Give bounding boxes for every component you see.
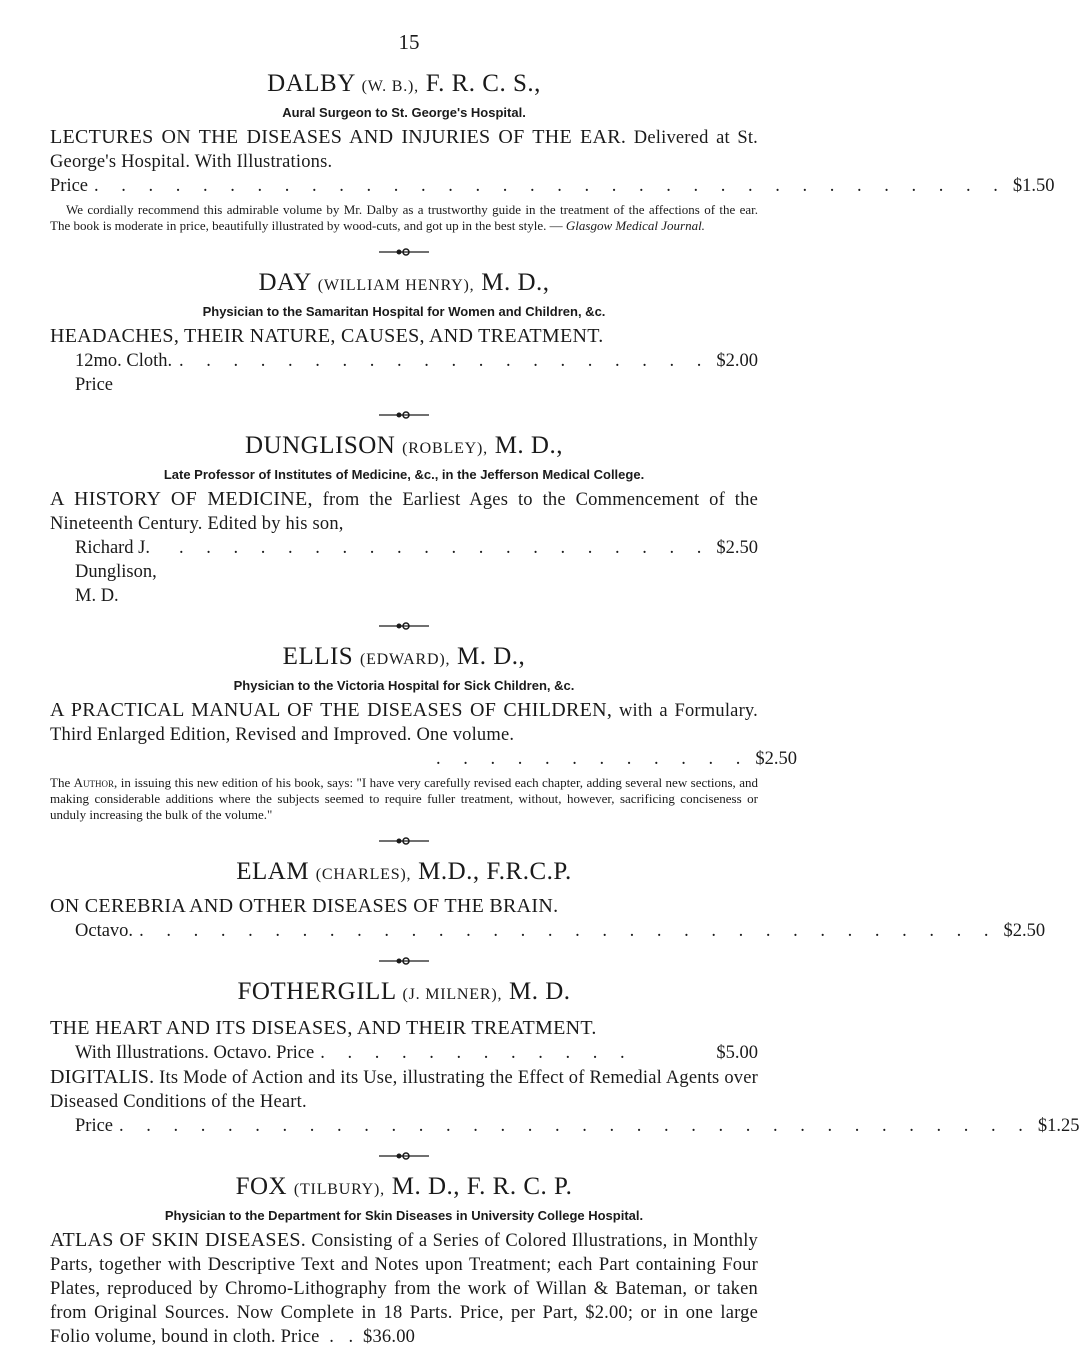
book-description xyxy=(50,894,758,919)
price-value: $2.50 xyxy=(1003,921,1046,941)
author-heading xyxy=(50,642,758,675)
book-description xyxy=(50,324,758,349)
ornamental-divider xyxy=(379,837,429,845)
catalogue-entry-ellis xyxy=(50,642,797,823)
author-initials: (ROBLEY), xyxy=(402,440,488,457)
author-affiliation: Physician to the Victoria Hospital for Sick Children, &c. xyxy=(233,678,575,693)
book-description xyxy=(50,1016,758,1041)
review-quote xyxy=(50,775,758,823)
review-lead: The xyxy=(50,775,71,790)
author-heading xyxy=(50,977,758,1010)
price-line xyxy=(50,919,1046,943)
price-value: $2.00 xyxy=(716,351,758,371)
book-title: A PRACTICAL MANUAL OF THE DISEASES OF CHILDREN, xyxy=(50,699,613,721)
dot-leader: . . . . . . . . . . . . . . . . . . . . xyxy=(179,538,711,558)
book-description xyxy=(50,1228,758,1349)
author-surname: ELLIS xyxy=(282,643,354,670)
book-details: from the Earliest Ages to the Commencement of the Nineteenth Century. Edited by his son, xyxy=(50,490,758,534)
ornamental-divider xyxy=(379,248,429,256)
ornamental-divider xyxy=(379,1152,429,1160)
price-value: $1.50 xyxy=(1012,176,1055,196)
ornamental-divider xyxy=(379,411,429,419)
author-surname: DUNGLISON xyxy=(245,432,396,459)
book-details: With Illustrations. Octavo. Price xyxy=(75,1043,315,1063)
book-title-2: DIGITALIS. xyxy=(50,1066,155,1088)
book-details: Consisting of a Series of Colored Illustrations, in Monthly Parts, together with Descriptive Text and Notes upon Treatment; each Part containing Four Plates, reproduced by Chromo-Lithography from the work of Willan & Bateman, or taken from Original Sources. Now Complete in 18 Parts. Price, per Part, $2.00; or in one large Folio volume, bound in cloth. Price xyxy=(50,1231,758,1347)
price-line xyxy=(50,747,797,771)
review-text: in issuing this new edition of his book, says: "I have very carefully revised each chapter, adding several new sections, and making considerable additions where the subjects seemed to require fuller treatment, without, however, sacrificing conciseness or unduly increasing the bulk of the volume." xyxy=(50,775,758,822)
book-details: with a Formulary. Third Enlarged Edition, Revised and Improved. One volume. xyxy=(50,701,759,745)
price-line xyxy=(50,536,758,608)
price-value: $36.00 xyxy=(363,1327,416,1347)
book-title: THE HEART AND ITS DISEASES, AND THEIR TREATMENT. xyxy=(50,1017,597,1039)
price-label-2: Price xyxy=(75,1116,114,1136)
price-value: $2.50 xyxy=(755,749,797,769)
catalogue-entry-fothergill xyxy=(50,977,1080,1138)
price-label: Price xyxy=(50,176,89,196)
author-degrees: M. D., xyxy=(457,643,526,670)
author-heading xyxy=(50,431,758,464)
author-surname: FOTHERGILL xyxy=(237,978,396,1005)
dot-leader: . . . . . . . . . . . . . . . . . . . . . . . . . . . . . . . . . . xyxy=(94,176,1007,196)
book-details: Octavo. xyxy=(75,921,134,941)
book-details-2: Its Mode of Action and its Use, illustrating the Effect of Remedial Agents over Diseased Conditions of the Heart. xyxy=(50,1068,758,1112)
price-value-2: $1.25 xyxy=(1037,1116,1080,1136)
dot-leader: . . . . . . . . . . . . . . . . . . . . . . . . . . . . . . . . xyxy=(139,921,998,941)
author-affiliation: Physician to the Samaritan Hospital for Women and Children, &c. xyxy=(202,304,606,319)
author-surname: ELAM xyxy=(236,858,310,885)
author-initials: (J. MILNER), xyxy=(402,986,503,1003)
review-source: Glasgow Medical Journal. xyxy=(565,218,705,233)
price-value: $5.00 xyxy=(716,1043,758,1063)
page-number: 15 xyxy=(398,30,420,54)
author-degrees: F. R. C. S., xyxy=(425,70,541,97)
author-degrees: M.D., F.R.C.P. xyxy=(418,858,572,885)
author-initials: (WILLIAM HENRY), xyxy=(317,277,475,294)
dot-leader: . . . . . . . . . . . . xyxy=(436,749,750,769)
author-initials: (TILBURY), xyxy=(293,1181,385,1198)
dot-leader: . . xyxy=(324,1327,359,1347)
author-degrees: M. D. xyxy=(509,978,571,1005)
author-heading xyxy=(50,1172,758,1205)
dot-leader: . . . . . . . . . . . . . . . . . . . . xyxy=(179,351,711,371)
book-title: LECTURES ON THE DISEASES AND INJURIES OF THE EAR. xyxy=(50,126,627,148)
author-initials: (EDWARD), xyxy=(359,651,451,668)
book-description xyxy=(50,487,758,536)
dot-leader: . . . . . . . . . . . . . . . . . . . . . . . . . . . . . . . . . . xyxy=(119,1116,1032,1136)
catalogue-entry-dunglison xyxy=(50,431,758,608)
catalogue-entry-elam xyxy=(50,857,1046,943)
dot-leader: . . . . . . . . . . . . xyxy=(320,1043,634,1063)
review-author: Author, xyxy=(73,775,118,790)
author-affiliation: Late Professor of Institutes of Medicine, &c., in the Jefferson Medical College. xyxy=(163,467,645,482)
book-description xyxy=(50,698,758,747)
book-details: Delivered at St. George's Hospital. With Illustrations. xyxy=(50,128,759,172)
editor-name: Richard J. Dunglison, M. D. xyxy=(75,538,157,606)
ornamental-divider xyxy=(379,957,429,965)
author-surname: DAY xyxy=(258,269,311,296)
book-description-2 xyxy=(50,1065,758,1114)
author-degrees: M. D., xyxy=(494,432,563,459)
author-degrees: M. D., F. R. C. P. xyxy=(391,1173,573,1200)
review-text: We cordially recommend this admirable volume by Mr. Dalby as a trustworthy guide in the treatment of the affections of the ear. The book is moderate in price, beautifully illustrated by wood-cuts, and got up in the best style. — xyxy=(50,202,758,233)
price-line xyxy=(50,174,1055,198)
author-initials: (W. B.), xyxy=(361,78,419,95)
author-surname: FOX xyxy=(235,1173,288,1200)
catalogue-page xyxy=(50,30,1080,1349)
book-title: HEADACHES, THEIR NATURE, CAUSES, AND TREATMENT. xyxy=(50,325,604,347)
author-heading xyxy=(50,268,758,301)
catalogue-entry-day xyxy=(50,268,758,397)
ornamental-divider xyxy=(379,622,429,630)
author-heading xyxy=(50,857,758,890)
catalogue-entry-fox xyxy=(50,1172,758,1349)
book-title: ON CEREBRIA AND OTHER DISEASES OF THE BRAIN. xyxy=(50,895,559,917)
review-quote xyxy=(50,202,758,234)
price-line xyxy=(50,349,758,397)
price-value: $2.50 xyxy=(716,538,758,558)
book-title: ATLAS OF SKIN DISEASES. xyxy=(50,1229,307,1251)
author-affiliation: Physician to the Department for Skin Diseases in University College Hospital. xyxy=(164,1208,644,1223)
book-details: 12mo. Cloth. Price xyxy=(75,351,173,395)
author-heading xyxy=(50,69,758,102)
author-affiliation: Aural Surgeon to St. George's Hospital. xyxy=(282,105,526,120)
price-line-2 xyxy=(50,1114,1080,1138)
author-initials: (CHARLES), xyxy=(315,866,412,883)
book-title: A HISTORY OF MEDICINE, xyxy=(50,488,313,510)
author-degrees: M. D., xyxy=(481,269,550,296)
price-line xyxy=(50,1041,758,1065)
author-surname: DALBY xyxy=(267,70,355,97)
book-description xyxy=(50,125,758,174)
catalogue-entry-dalby xyxy=(50,69,1055,234)
